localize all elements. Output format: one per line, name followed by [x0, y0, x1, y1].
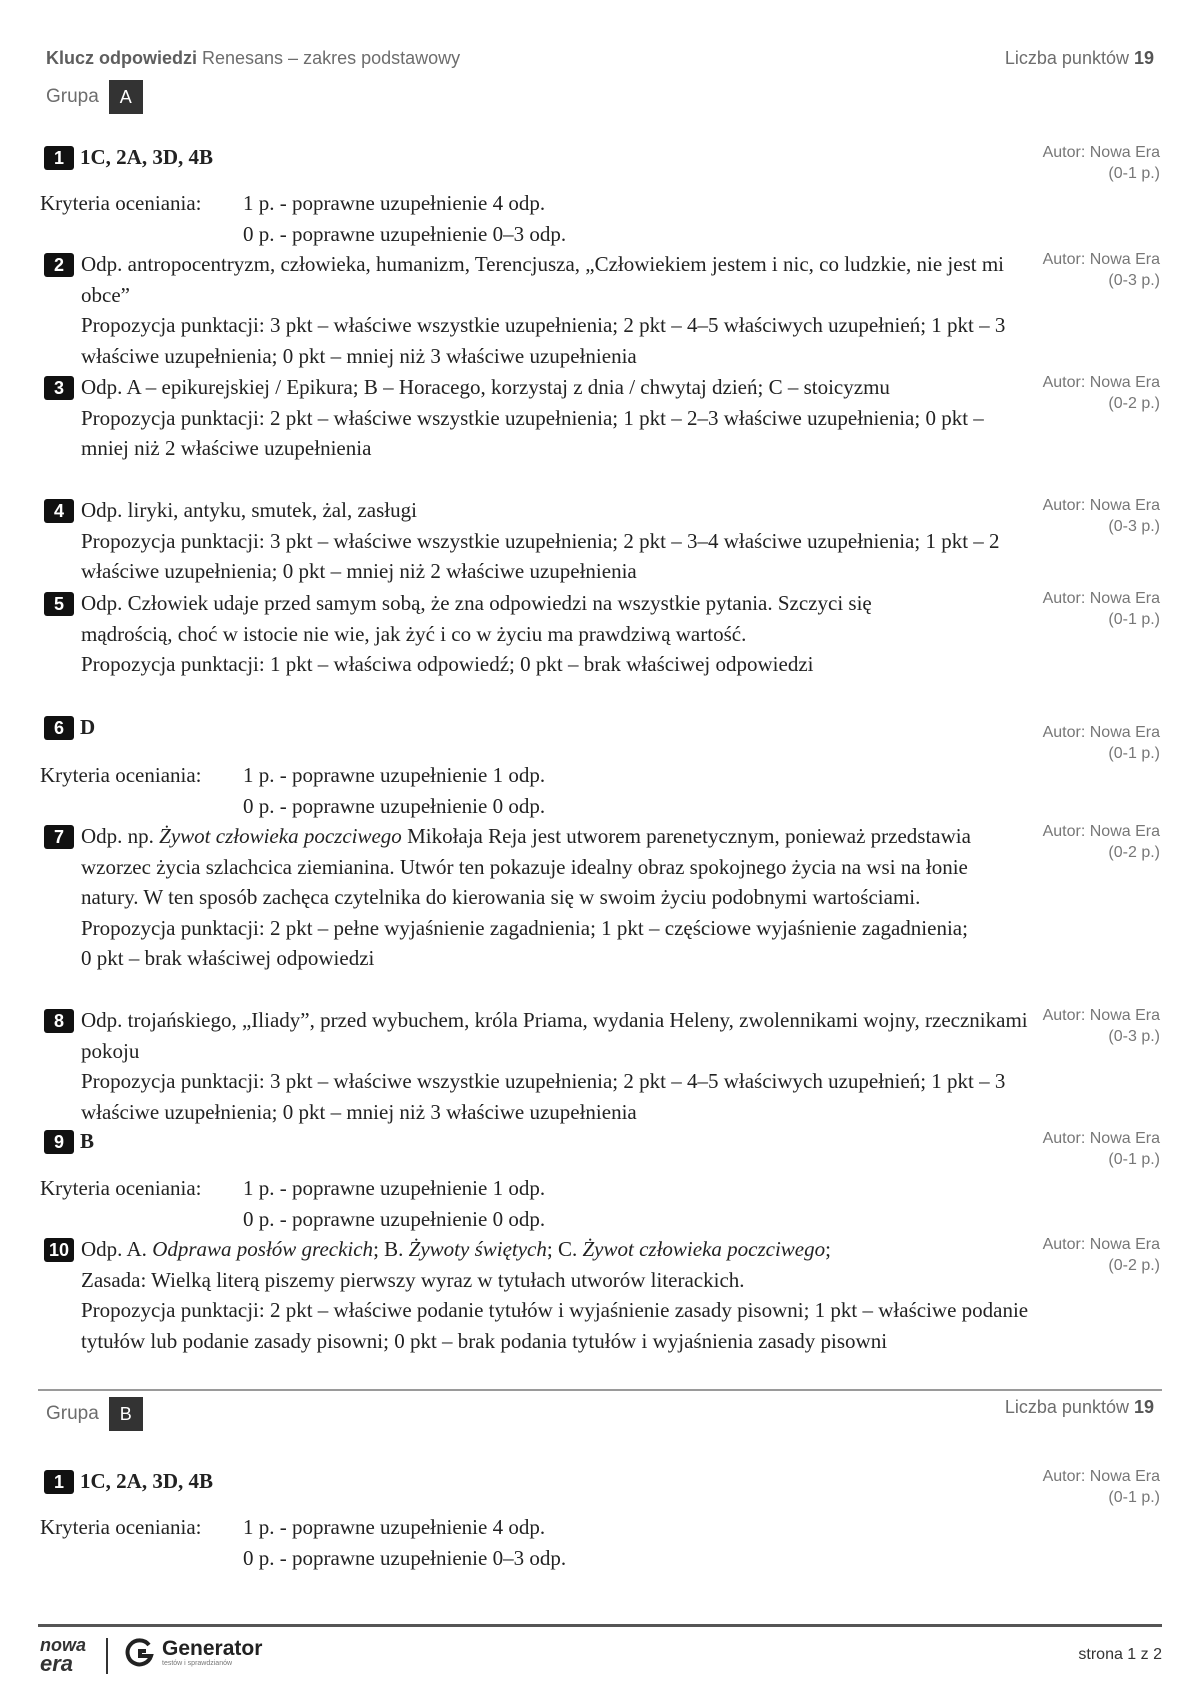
task-points: (0-1 p.) — [1108, 611, 1160, 628]
criteria-label: Kryteria oceniania: — [40, 763, 202, 787]
task-author: Autor: Nowa Era — [1042, 1236, 1160, 1253]
criteria-label: Kryteria oceniania: — [40, 1176, 202, 1200]
criteria-label: Kryteria oceniania: — [40, 191, 202, 215]
task-1 — [40, 142, 1160, 182]
task-meta — [1043, 1234, 1160, 1276]
task-answer — [81, 1234, 1036, 1265]
task-number-badge: 5 — [44, 592, 74, 616]
task-number-badge: 10 — [44, 1238, 74, 1262]
answer-end: ; — [825, 1237, 831, 1261]
task-scoring: Propozycja punktacji: 2 pkt – właściwe wszystkie uzupełnienia; 1 pkt – 2–3 właściwe uzupełnienia; 0 pkt – mniej niż 2 właściwe uzupełnienia — [81, 405, 984, 460]
task-meta — [1043, 249, 1160, 291]
task-answer: Odp. liryki, antyku, smutek, żal, zasługi — [81, 498, 417, 522]
task-8 — [40, 1005, 1160, 1127]
task-meta — [1043, 1005, 1160, 1047]
group-badge: B — [109, 1397, 143, 1431]
task-body — [81, 588, 961, 680]
page-header — [46, 46, 1154, 116]
logo-era-text: era — [40, 1651, 74, 1676]
task-body — [81, 372, 1036, 464]
logo-generator-subtitle: testów i sprawdzianów — [162, 1660, 233, 1667]
task-meta — [1043, 1128, 1160, 1170]
generator-logo — [122, 1636, 262, 1670]
task-body — [81, 249, 1036, 371]
task-answer: Odp. antropocentryzm, człowieka, humanizm, Terencjusza, „Człowiekiem jestem i nic, co ludzkie, nie jest mi obce” — [81, 252, 1005, 307]
criteria-line-2: 0 p. - poprawne uzupełnienie 0 odp. — [243, 1206, 546, 1231]
task-scoring: Propozycja punktacji: 3 pkt – właściwe wszystkie uzupełnienia; 2 pkt – 4–5 właściwych uzupełnień; 1 pkt – 3 właściwe uzupełnienia; 0 pkt – mniej niż 3 właściwe uzupełnienia — [81, 1069, 1006, 1124]
task-author: Autor: Nowa Era — [1042, 497, 1160, 514]
task-scoring: Propozycja punktacji: 2 pkt – pełne wyjaśnienie zagadnienia; 1 pkt – częściowe wyjaśnienie zagadnienia; 0 pkt – brak właściwej odpowiedzi — [81, 915, 968, 970]
group-b-task-1 — [40, 1466, 1160, 1506]
task-meta — [1043, 372, 1160, 414]
answer-title-c: Żywot człowieka poczciwego — [582, 1237, 826, 1261]
answer-sep-2: ; C. — [546, 1237, 583, 1261]
task-author: Autor: Nowa Era — [1042, 144, 1160, 161]
task-meta — [1043, 588, 1160, 630]
nowa-era-logo — [40, 1636, 86, 1674]
task-author: Autor: Nowa Era — [1042, 590, 1160, 607]
logo-generator-text: Generator — [162, 1637, 263, 1660]
task-7 — [40, 821, 1160, 974]
points-value: 19 — [1133, 48, 1154, 68]
group-label-text: Grupa — [46, 1403, 99, 1424]
page-footer — [38, 1624, 1162, 1684]
answer-title-a: Odprawa posłów greckich — [152, 1237, 374, 1261]
task-points: (0-3 p.) — [1108, 518, 1160, 535]
answer-sep-1: ; B. — [373, 1237, 409, 1261]
group-b-header — [46, 1397, 1154, 1437]
logo-nowa-text: nowa — [40, 1635, 87, 1655]
task-answer: Odp. A – epikurejskiej / Epikura; B – Horacego, korzystaj z dnia / chwytaj dzień; C – stoicyzmu — [81, 375, 890, 399]
task-points: (0-2 p.) — [1108, 1257, 1160, 1274]
task-answer: 1C, 2A, 3D, 4B — [80, 145, 214, 169]
task-number-badge: 8 — [44, 1009, 74, 1033]
task-6 — [40, 712, 1160, 762]
document-title — [46, 48, 460, 69]
task-answer — [81, 821, 981, 913]
task-answer: 1C, 2A, 3D, 4B — [80, 1469, 214, 1493]
group-a-label — [46, 80, 143, 114]
task-author: Autor: Nowa Era — [1042, 823, 1160, 840]
criteria-label: Kryteria oceniania: — [40, 1515, 202, 1539]
task-answer: D — [80, 715, 96, 739]
criteria-line-1: 1 p. - poprawne uzupełnienie 1 odp. — [243, 763, 546, 787]
criteria-line-2: 0 p. - poprawne uzupełnienie 0–3 odp. — [243, 1545, 567, 1570]
task-points: (0-3 p.) — [1108, 1028, 1160, 1045]
answer-title-italic: Żywot człowieka poczciwego — [159, 824, 402, 848]
answer-rest: Mikołaja Reja jest utworem parenetycznym, ponieważ przedstawia wzorzec życia szlachcica ziemianina. Utwór ten pokazuje idealny obraz spokojnego życia na wsi na łonie natury. W ten sposób zachęca czytelnika do kierowania się w swoim życiu podobnymi wartościami. — [81, 824, 971, 909]
task-number-badge: 1 — [44, 146, 74, 170]
task-author: Autor: Nowa Era — [1042, 251, 1160, 268]
logo-separator — [106, 1638, 108, 1674]
task-points: (0-1 p.) — [1108, 745, 1160, 762]
points-label: Liczba punktów — [1004, 48, 1134, 68]
task-4 — [40, 495, 1160, 587]
task-number-badge: 6 — [44, 716, 74, 740]
criteria-line-2: 0 p. - poprawne uzupełnienie 0–3 odp. — [243, 221, 567, 246]
title-bold: Klucz odpowiedzi — [46, 48, 197, 68]
criteria-line-1: 1 p. - poprawne uzupełnienie 1 odp. — [243, 1176, 546, 1200]
task-2 — [40, 249, 1160, 371]
task-answer: Odp. trojańskiego, „Iliady”, przed wybuchem, króla Priama, wydania Heleny, zwolennikami wojny, rzecznikami pokoju — [81, 1008, 1028, 1063]
group-badge: A — [109, 80, 143, 114]
task-scoring: Propozycja punktacji: 3 pkt – właściwe wszystkie uzupełnienia; 2 pkt – 3–4 właściwe uzupełnienia; 1 pkt – 2 właściwe uzupełnienia; 0 pkt – mniej niż 2 właściwe uzupełnienia — [81, 528, 1000, 583]
points-total — [1005, 48, 1154, 69]
task-answer: B — [80, 1129, 95, 1153]
task-points: (0-3 p.) — [1108, 272, 1160, 289]
task-number-badge: 9 — [44, 1130, 74, 1154]
task-meta — [1043, 821, 1160, 863]
task-author: Autor: Nowa Era — [1042, 1130, 1160, 1147]
task-author: Autor: Nowa Era — [1042, 1468, 1160, 1485]
task-1-criteria — [40, 188, 566, 249]
task-number-badge: 7 — [44, 825, 74, 849]
task-3 — [40, 372, 1160, 464]
points-label: Liczba punktów — [1004, 1397, 1134, 1417]
task-meta — [1043, 495, 1160, 537]
task-rule: Zasada: Wielką literą piszemy pierwszy wyraz w tytułach utworów literackich. — [81, 1267, 745, 1292]
task-author: Autor: Nowa Era — [1042, 724, 1160, 741]
task-9-criteria — [40, 1173, 545, 1234]
criteria-line-1: 1 p. - poprawne uzupełnienie 4 odp. — [243, 1515, 546, 1539]
task-10 — [40, 1234, 1160, 1356]
task-points: (0-1 p.) — [1108, 1489, 1160, 1506]
task-author: Autor: Nowa Era — [1042, 374, 1160, 391]
answer-prefix: Odp. np. — [81, 824, 160, 848]
group-b-task-1-criteria — [40, 1512, 566, 1573]
task-9 — [40, 1126, 1160, 1168]
generator-g-icon — [122, 1636, 156, 1670]
task-number-badge: 1 — [44, 1470, 74, 1494]
criteria-line-2: 0 p. - poprawne uzupełnienie 0 odp. — [243, 793, 546, 818]
task-scoring: Propozycja punktacji: 2 pkt – właściwe podanie tytułów i wyjaśnienie zasady pisowni; 1 pkt – właściwe podanie tytułów lub podanie zasady pisowni; 0 pkt – brak podania tytułów i wyjaśnienia zasady pisowni — [81, 1298, 1029, 1353]
task-scoring: Propozycja punktacji: 1 pkt – właściwa odpowiedź; 0 pkt – brak właściwej odpowiedzi — [81, 652, 814, 676]
task-points: (0-2 p.) — [1108, 844, 1160, 861]
task-5 — [40, 588, 1160, 680]
task-meta — [1043, 722, 1160, 764]
task-body — [81, 495, 1036, 587]
task-scoring: Propozycja punktacji: 3 pkt – właściwe wszystkie uzupełnienia; 2 pkt – 4–5 właściwych uzupełnień; 1 pkt – 3 właściwe uzupełnienia; 0 pkt – mniej niż 3 właściwe uzupełnienia — [81, 313, 1006, 368]
task-number-badge: 4 — [44, 499, 74, 523]
task-author: Autor: Nowa Era — [1042, 1007, 1160, 1024]
group-divider — [38, 1389, 1162, 1391]
answer-prefix: Odp. A. — [81, 1237, 153, 1261]
group-label-text: Grupa — [46, 86, 99, 107]
footer-line — [38, 1624, 1162, 1627]
task-points: (0-1 p.) — [1108, 1151, 1160, 1168]
group-b-points — [1005, 1397, 1154, 1418]
title-rest: Renesans – zakres podstawowy — [197, 48, 461, 68]
task-meta — [1043, 142, 1160, 184]
task-body — [81, 821, 981, 974]
task-body — [81, 1234, 1036, 1356]
page-number: strona 1 z 2 — [1078, 1646, 1162, 1663]
generator-logo-text — [162, 1638, 262, 1668]
task-6-criteria — [40, 760, 545, 821]
group-b-label — [46, 1397, 1154, 1431]
task-points: (0-1 p.) — [1108, 165, 1160, 182]
task-meta — [1043, 1466, 1160, 1508]
task-body — [81, 1005, 1036, 1127]
task-answer: Odp. Człowiek udaje przed samym sobą, że zna odpowiedzi na wszystkie pytania. Szczyci się mądrością, choć w istocie nie wie, jak żyć i co w życiu ma prawdziwą wartość. — [81, 591, 872, 646]
task-number-badge: 2 — [44, 253, 74, 277]
task-number-badge: 3 — [44, 376, 74, 400]
answer-title-b: Żywoty świętych — [408, 1237, 547, 1261]
points-value: 19 — [1133, 1397, 1154, 1417]
task-points: (0-2 p.) — [1108, 395, 1160, 412]
criteria-line-1: 1 p. - poprawne uzupełnienie 4 odp. — [243, 191, 546, 215]
